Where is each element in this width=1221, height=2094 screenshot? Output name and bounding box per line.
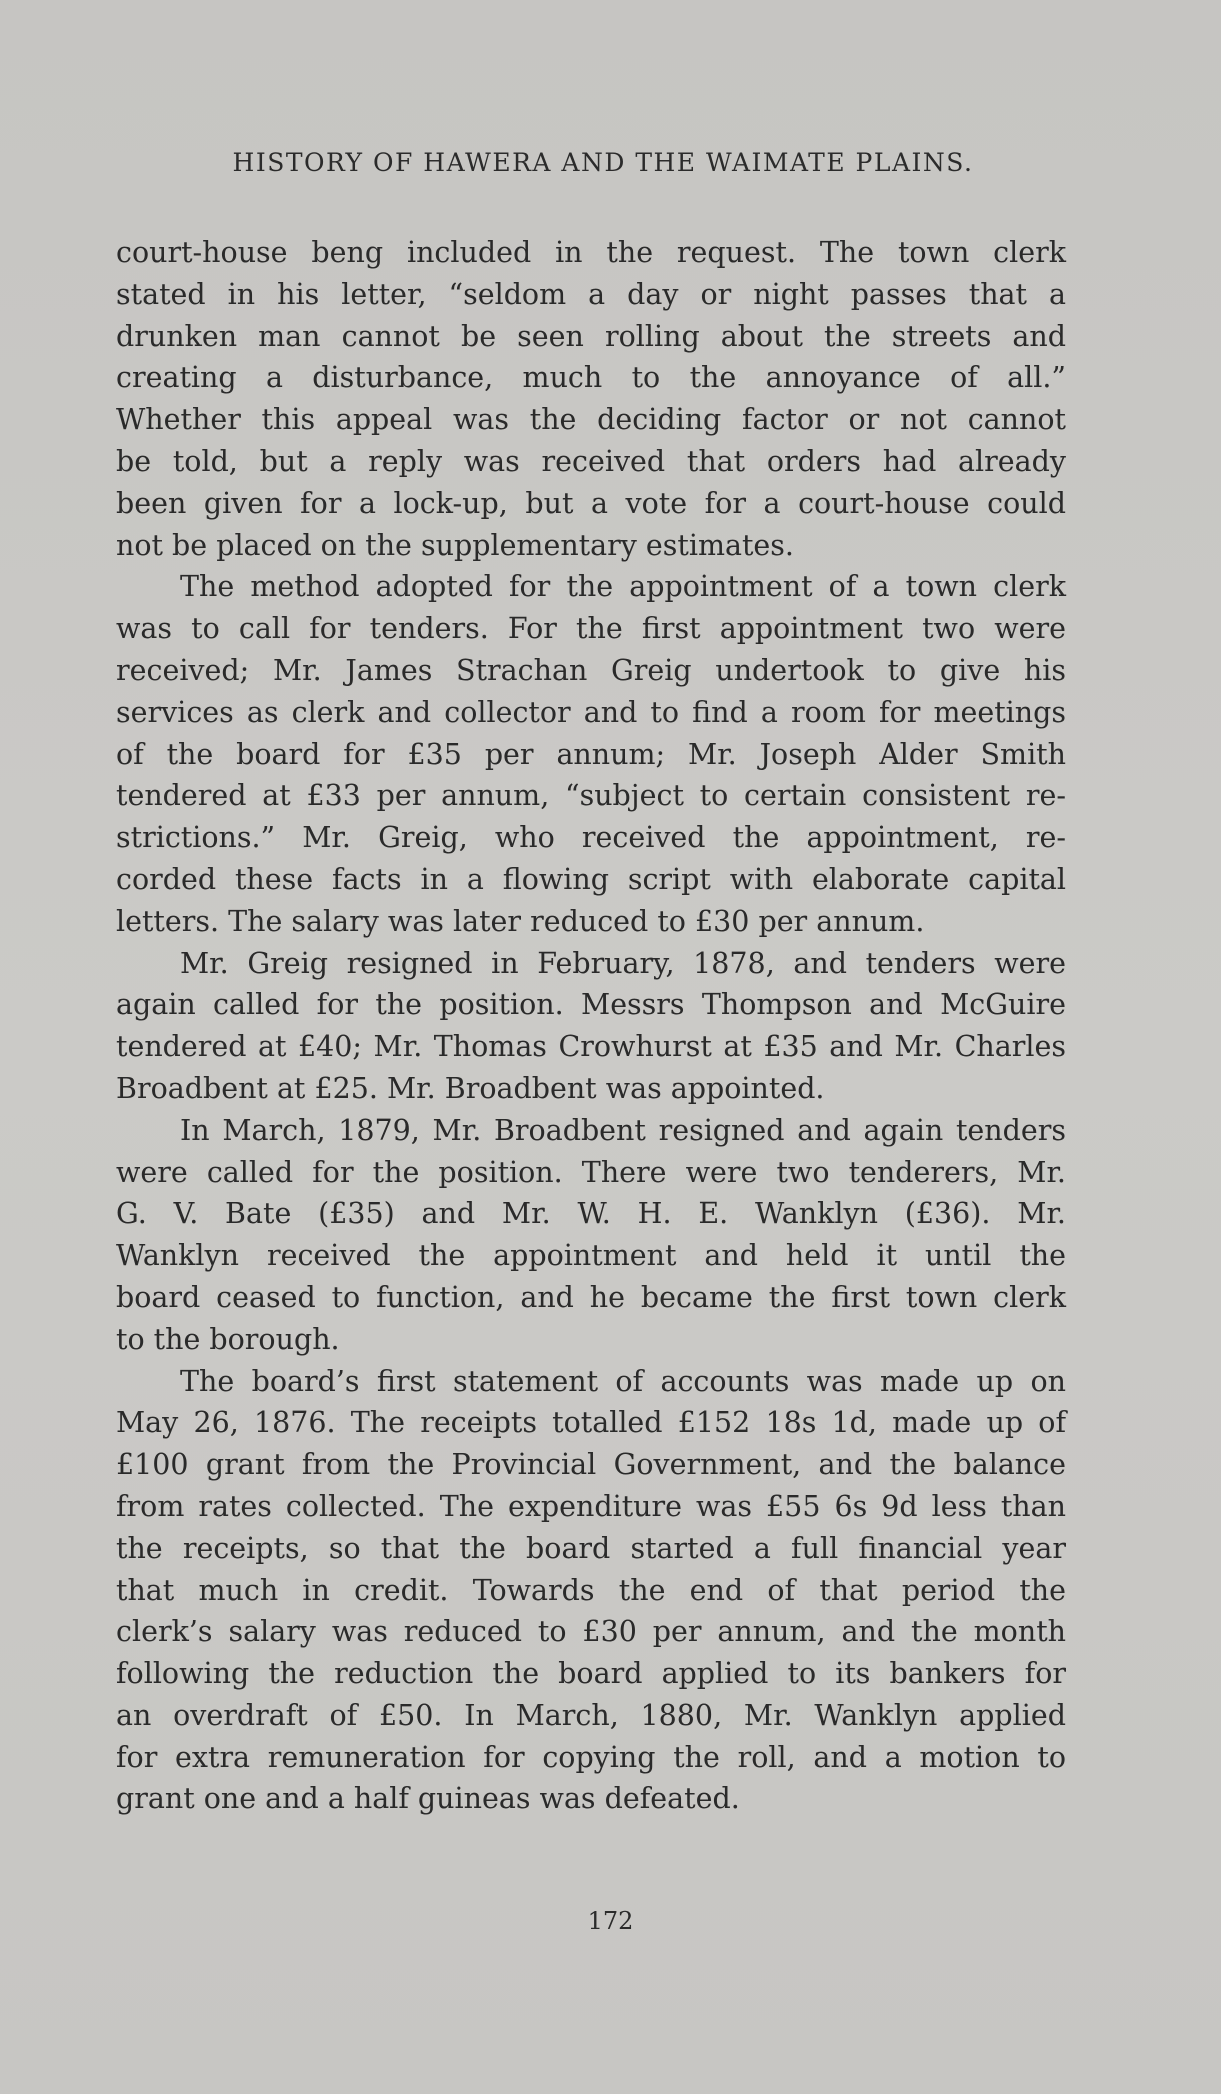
text-line: an overdraft of £50. In March, 1880, Mr. Wanklyn applied	[116, 1698, 1066, 1732]
text-line: were called for the position. There were two tenderers, Mr.	[116, 1155, 1066, 1189]
page-number: 172	[587, 1907, 634, 1935]
text-line: drunken man cannot be seen rolling about the streets and	[116, 319, 1066, 353]
text-line: Whether this appeal was the deciding factor or not cannot	[116, 403, 1066, 437]
text-line: of the board for £35 per annum; Mr. Joseph Alder Smith	[116, 737, 1066, 771]
text-line: Broadbent at £25. Mr. Broadbent was appointed.	[116, 1071, 825, 1105]
text-line: G. V. Bate (£35) and Mr. W. H. E. Wanklyn (£36). Mr.	[116, 1197, 1066, 1231]
text-line: Mr. Greig resigned in February, 1878, and tenders were	[180, 946, 1066, 980]
text-line: to the borough.	[116, 1322, 340, 1356]
text-line: creating a disturbance, much to the annoyance of all.”	[116, 361, 1066, 395]
text-line: services as clerk and collector and to find a room for meetings	[116, 695, 1066, 729]
text-line: Wanklyn received the appointment and held it until the	[116, 1239, 1066, 1273]
text-line: stated in his letter, “seldom a day or night passes that a	[116, 277, 1066, 311]
text-line: letters. The salary was later reduced to £30 per annum.	[116, 904, 925, 938]
text-line: was to call for tenders. For the first appointment two were	[116, 612, 1066, 646]
text-line: clerk’s salary was reduced to £30 per annum, and the month	[116, 1615, 1066, 1649]
text-line: received; Mr. James Strachan Greig undertook to give his	[116, 653, 1066, 687]
text-line: the receipts, so that the board started a full financial year	[116, 1531, 1066, 1565]
text-line: court-house beng included in the request. The town clerk	[116, 236, 1066, 269]
text-line: from rates collected. The expenditure was £55 6s 9d less than	[116, 1489, 1066, 1523]
body-text	[116, 232, 1066, 1820]
paragraph	[116, 566, 1066, 942]
text-line: £100 grant from the Provincial Government, and the balance	[116, 1448, 1066, 1482]
text-line: be told, but a reply was received that orders had already	[116, 444, 1066, 478]
paragraph	[116, 1361, 1066, 1821]
text-line: again called for the position. Messrs Thompson and McGuire	[116, 988, 1066, 1022]
paragraph	[116, 232, 1066, 566]
text-line: tendered at £40; Mr. Thomas Crowhurst at £35 and Mr. Charles	[116, 1030, 1066, 1064]
running-head: HISTORY OF HAWERA AND THE WAIMATE PLAINS.	[232, 148, 974, 177]
text-line: grant one and a half guineas was defeated.	[116, 1782, 740, 1816]
paragraph	[116, 1110, 1066, 1361]
text-line: strictions.” Mr. Greig, who received the appointment, re-	[116, 821, 1066, 855]
text-line: The method adopted for the appointment of a town clerk	[180, 570, 1066, 604]
text-line: not be placed on the supplementary estimates.	[116, 528, 794, 562]
text-line: that much in credit. Towards the end of that period the	[116, 1573, 1066, 1607]
text-line: tendered at £33 per annum, “subject to certain consistent re-	[116, 779, 1066, 813]
text-line: for extra remuneration for copying the roll, and a motion to	[116, 1740, 1066, 1774]
text-line: The board’s first statement of accounts was made up on	[180, 1364, 1066, 1398]
text-line: corded these facts in a flowing script with elaborate capital	[116, 862, 1066, 896]
text-line: board ceased to function, and he became the first town clerk	[116, 1280, 1066, 1314]
text-line: In March, 1879, Mr. Broadbent resigned and again tenders	[180, 1113, 1066, 1147]
text-line: May 26, 1876. The receipts totalled £152 18s 1d, made up of	[116, 1406, 1066, 1440]
text-line: following the reduction the board applied to its bankers for	[116, 1657, 1066, 1691]
text-line: been given for a lock-up, but a vote for a court-house could	[116, 486, 1066, 520]
paragraph	[116, 943, 1066, 1110]
